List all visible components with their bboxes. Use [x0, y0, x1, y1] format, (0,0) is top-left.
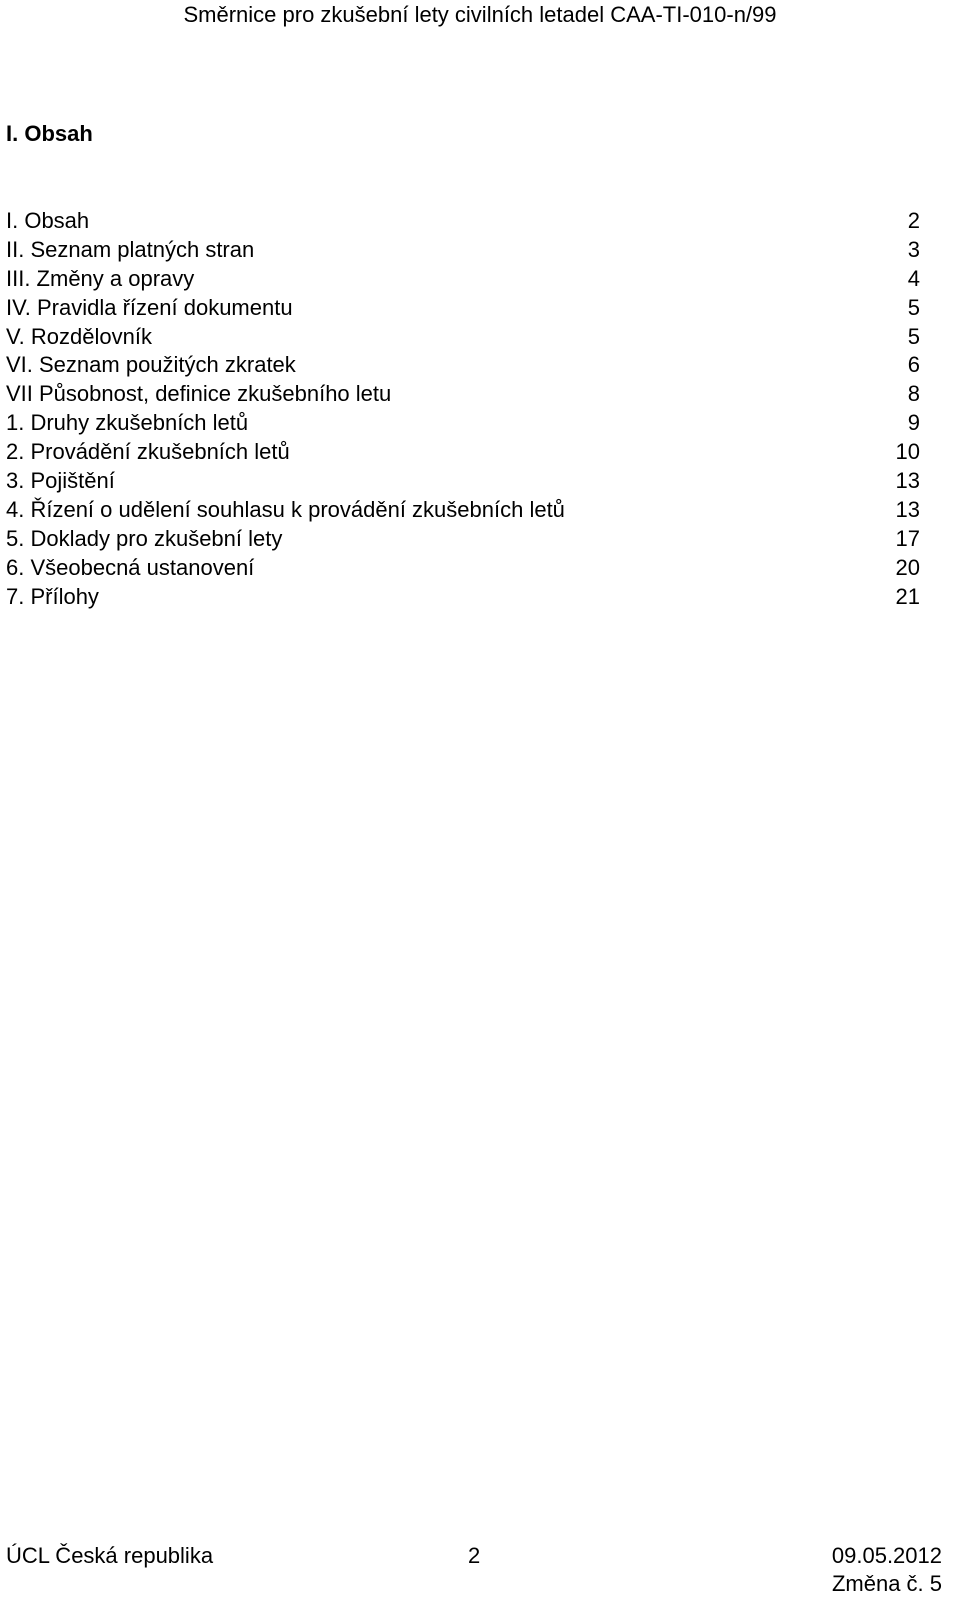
toc-item-page: 10	[895, 439, 920, 465]
toc-item[interactable]	[6, 525, 926, 554]
toc-item[interactable]	[6, 438, 926, 467]
toc-item-label: 6. Všeobecná ustanovení	[6, 554, 255, 580]
footer-date: 09.05.2012	[831, 1543, 942, 1568]
toc-item-label: 7. Přílohy	[6, 583, 99, 609]
document-header	[0, 0, 960, 30]
toc-item[interactable]	[6, 207, 926, 236]
toc-item-label: III. Změny a opravy	[6, 265, 195, 291]
toc-item-label: 3. Pojištění	[6, 468, 115, 494]
toc-item[interactable]	[6, 496, 926, 525]
toc-item[interactable]	[6, 554, 926, 583]
toc-item[interactable]	[6, 323, 926, 352]
toc-item[interactable]	[6, 380, 926, 409]
toc-item-label: IV. Pravidla řízení dokumentu	[6, 294, 293, 320]
toc-item-label: 1. Druhy zkušebních letů	[6, 410, 249, 436]
toc-item-page: 21	[895, 583, 920, 609]
toc-item-page: 13	[895, 496, 920, 522]
document-header-title: Směrnice pro zkušební lety civilních letadel CAA-TI-010-n/99	[183, 2, 777, 27]
toc-item-label: 4. Řízení o udělení souhlasu k provádění zkušebních letů	[6, 496, 565, 522]
toc-item-label: VI. Seznam použitých zkratek	[6, 352, 296, 378]
toc-item-label: II. Seznam platných stran	[6, 236, 255, 262]
toc-item[interactable]	[6, 265, 926, 294]
table-of-contents	[6, 207, 926, 611]
toc-item-label: 2. Provádění zkušebních letů	[6, 439, 290, 465]
toc-item-label: V. Rozdělovník	[6, 323, 152, 349]
toc-item[interactable]	[6, 294, 926, 323]
toc-item[interactable]	[6, 583, 926, 612]
toc-item-page: 5	[907, 294, 920, 320]
toc-item[interactable]	[6, 467, 926, 496]
toc-item[interactable]	[6, 351, 926, 380]
toc-item-label: I. Obsah	[6, 208, 90, 233]
footer-change: Změna č. 5	[831, 1571, 942, 1596]
toc-item[interactable]	[6, 236, 926, 265]
toc-item[interactable]	[6, 409, 926, 438]
toc-item-page: 6	[907, 352, 920, 378]
toc-item-page: 13	[895, 468, 920, 494]
toc-item-page: 17	[895, 525, 920, 551]
section-title: I. Obsah	[6, 121, 93, 146]
toc-item-label: 5. Doklady pro zkušební lety	[6, 525, 283, 551]
footer-organization: ÚCL Česká republika	[6, 1543, 214, 1568]
footer-page-number: 2	[468, 1543, 481, 1568]
toc-item-page: 4	[907, 265, 920, 291]
toc-item-label: VII Působnost, definice zkušebního letu	[6, 381, 392, 407]
toc-item-page: 3	[907, 236, 920, 262]
toc-item-page: 9	[907, 410, 920, 436]
toc-item-page: 2	[907, 208, 920, 233]
toc-item-page: 5	[907, 323, 920, 349]
toc-item-page: 20	[895, 554, 920, 580]
toc-item-page: 8	[907, 381, 920, 407]
